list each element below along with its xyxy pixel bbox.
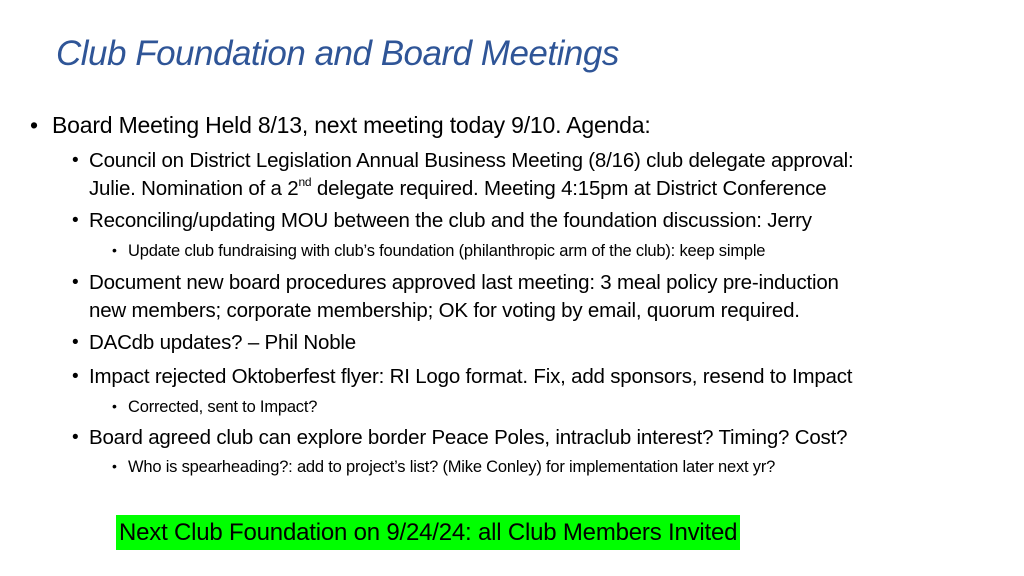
bullet-dot: • xyxy=(72,210,79,231)
bullet-board-meeting xyxy=(30,112,651,139)
bullet-dot: • xyxy=(72,150,79,171)
bullet-mou xyxy=(72,207,812,235)
slide-title: Club Foundation and Board Meetings xyxy=(56,34,619,73)
bullet-dot: • xyxy=(30,112,38,138)
bullet-dacdb xyxy=(72,329,356,357)
bullet-text: Corrected, sent to Impact? xyxy=(128,398,318,416)
bullet-dot: • xyxy=(72,332,79,353)
ordinal-suffix: nd xyxy=(298,175,312,189)
bullet-dot: • xyxy=(72,427,79,448)
bullet-dot: • xyxy=(72,366,79,387)
bullet-text: Board agreed club can explore border Peace Poles, intraclub interest? Timing? Cost? xyxy=(89,426,848,449)
bullet-text-line1: Document new board procedures approved last meeting: 3 meal policy pre-induction xyxy=(89,271,839,294)
bullet-peace-poles xyxy=(72,424,848,452)
sub-bullet-corrected xyxy=(112,398,318,417)
bullet-text: Update club fundraising with club’s foundation (philanthropic arm of the club): keep simple xyxy=(128,242,766,260)
bullet-dot: • xyxy=(112,398,117,414)
bullet-text: Who is spearheading?: add to project’s list? (Mike Conley) for implementation later next yr? xyxy=(128,458,776,476)
bullet-text-line2: new members; corporate membership; OK for voting by email, quorum required. xyxy=(89,299,800,322)
bullet-oktoberfest xyxy=(72,363,853,391)
bullet-council-legislation xyxy=(72,147,854,203)
bullet-text-line2: Julie. Nomination of a 2nd delegate required. Meeting 4:15pm at District Conference xyxy=(89,175,827,200)
bullet-text: Board Meeting Held 8/13, next meeting today 9/10. Agenda: xyxy=(52,112,651,138)
bullet-text: Reconciling/updating MOU between the club and the foundation discussion: Jerry xyxy=(89,209,812,232)
bullet-dot: • xyxy=(112,458,117,474)
bullet-dot: • xyxy=(112,242,117,258)
bullet-dot: • xyxy=(72,272,79,293)
bullet-board-procedures xyxy=(72,269,839,325)
sub-bullet-fundraising xyxy=(112,242,766,261)
bullet-text: Impact rejected Oktoberfest flyer: RI Logo format. Fix, add sponsors, resend to Impact xyxy=(89,365,853,388)
next-meeting-callout: Next Club Foundation on 9/24/24: all Club Members Invited xyxy=(116,515,740,550)
bullet-text-line1: Council on District Legislation Annual Business Meeting (8/16) club delegate approval: xyxy=(89,149,854,172)
sub-bullet-spearheading xyxy=(112,458,776,477)
bullet-text: DACdb updates? – Phil Noble xyxy=(89,331,356,354)
